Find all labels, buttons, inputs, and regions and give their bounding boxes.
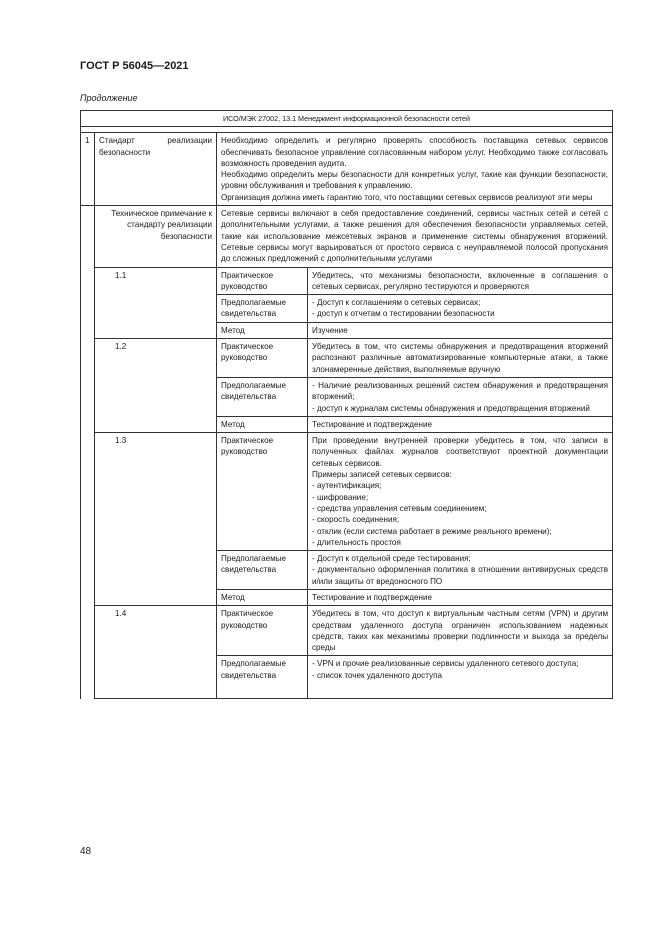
practice-text: Убедитесь в том, что доступ к виртуальным частным сетям (VPN) и другим средствам удаленного доступа ограничен использованием надежных средств, таких как механизмы проверки подлинности и выхода за пределы среды	[308, 606, 613, 656]
practice-text	[308, 433, 613, 551]
subitem-number: 1.2	[95, 339, 217, 433]
standard-text	[217, 133, 613, 206]
document-code: ГОСТ Р 56045—2021	[80, 60, 189, 72]
practice-label: Практическое руководство	[217, 606, 308, 656]
technical-note-label: Техническое примечание к стандарту реализации безопасности	[95, 206, 217, 267]
practice-text: Убедитесь, что механизмы безопасности, включенные в соглашения о сетевых сервисах, регулярно тестируются и проверяются	[308, 267, 613, 295]
table-row	[81, 267, 613, 295]
method-label: Метод	[217, 322, 308, 338]
practice-paragraph: При проведении внутренней проверки убедитесь в том, что записи в полученных файлах журналов соответствуют проектной документации сетевых сервисов.	[312, 436, 609, 468]
practice-text: Убедитесь в том, что системы обнаружения и предотвращения вторжений распознают различные автоматизированные компьютерные атаки, а также злонамеренные действия, выполняемые вручную	[308, 339, 613, 378]
evidence-label: Предполагаемые свидетельства	[217, 656, 308, 699]
method-label: Метод	[217, 589, 308, 605]
standard-label: Стандарт реализации безопасности	[95, 133, 217, 206]
practice-line: - аутентификация;	[312, 481, 382, 491]
evidence-line: - VPN и прочие реализованные сервисы удаленного сетевого доступа;	[312, 659, 579, 669]
practice-label: Практическое руководство	[217, 433, 308, 551]
continued-label: Продолжение	[80, 93, 138, 103]
item-number: 1	[81, 133, 95, 206]
evidence-label: Предполагаемые свидетельства	[217, 377, 308, 416]
evidence-text	[308, 656, 613, 699]
evidence-line: - Наличие реализованных решений систем обнаружения и предотвращения вторжений;	[312, 380, 609, 402]
table-caption-row	[81, 111, 613, 127]
table-row	[81, 206, 613, 267]
table-row	[81, 606, 613, 656]
subitem-number: 1.4	[95, 606, 217, 699]
standard-paragraph: Организация должна иметь гарантию того, что поставщики сетевых сервисов реализуют эти меры	[221, 192, 593, 202]
table-row	[81, 339, 613, 378]
evidence-text	[308, 295, 613, 323]
subitem-number: 1.3	[95, 433, 217, 606]
evidence-line: - документально оформленная политика в отношении антивирусных средств и/или защиты от вредоносного ПО	[312, 565, 609, 586]
evidence-line: - доступ к журналам системы обнаружения и предотвращения вторжений	[312, 403, 590, 413]
evidence-line: - Доступ к отдельной среде тестирования;	[312, 554, 471, 564]
standard-paragraph: Необходимо определить и регулярно проверять способность поставщика сетевых сервисов обеспечивать безопасное управление согласованным набором услуг. Необходимо также согласовать возможность проведения аудита.	[221, 136, 609, 168]
practice-label: Практическое руководство	[217, 267, 308, 295]
subitem-number: 1.1	[95, 267, 217, 338]
evidence-line: - доступ к отчетам о тестировании безопасности	[312, 309, 495, 319]
practice-line: Примеры записей сетевых сервисов:	[312, 470, 452, 480]
practice-line: - скорость соединения;	[312, 515, 400, 525]
evidence-text	[308, 551, 613, 590]
table-row	[81, 133, 613, 206]
method-value: Тестирование и подтверждение	[308, 416, 613, 432]
standard-paragraph: Необходимо определить меры безопасности для конкретных услуг, такие как функции безопасности, уровни обслуживания и требования к управлению.	[221, 170, 609, 191]
practice-line: - средства управления сетевым соединением;	[312, 503, 487, 513]
practice-line: - шифрование;	[312, 492, 369, 502]
evidence-label: Предполагаемые свидетельства	[217, 295, 308, 323]
evidence-line: - список точек удаленного доступа	[312, 670, 442, 680]
method-value: Тестирование и подтверждение	[308, 589, 613, 605]
evidence-text	[308, 377, 613, 416]
practice-label: Практическое руководство	[217, 339, 308, 378]
page-number: 48	[80, 846, 92, 857]
security-requirements-table	[80, 110, 613, 699]
evidence-line: - Доступ к соглашениям о сетевых сервисах;	[312, 298, 481, 308]
technical-note-text: Сетевые сервисы включают в себя предоставление соединений, сервисы частных сетей и сетей с дополнительными услугами, а также решения для обеспечения безопасности управляемых сетей, такие как использование межсетевых экранов и применение системы обнаружения вторжений. Сетевые сервисы могут варьироваться от простого сервиса с неуправляемой полосой пропускания до сложных предложений с дополнительными услугами	[217, 206, 613, 267]
practice-line: - отклик (если система работает в режиме реального времени);	[312, 526, 552, 536]
evidence-label: Предполагаемые свидетельства	[217, 551, 308, 590]
table-row	[81, 433, 613, 551]
table-caption: ИСО/МЭК 27002, 13.1 Менеджмент информационной безопасности сетей	[81, 111, 613, 127]
method-value: Изучение	[308, 322, 613, 338]
method-label: Метод	[217, 416, 308, 432]
practice-line: - длительность простоя	[312, 537, 401, 547]
